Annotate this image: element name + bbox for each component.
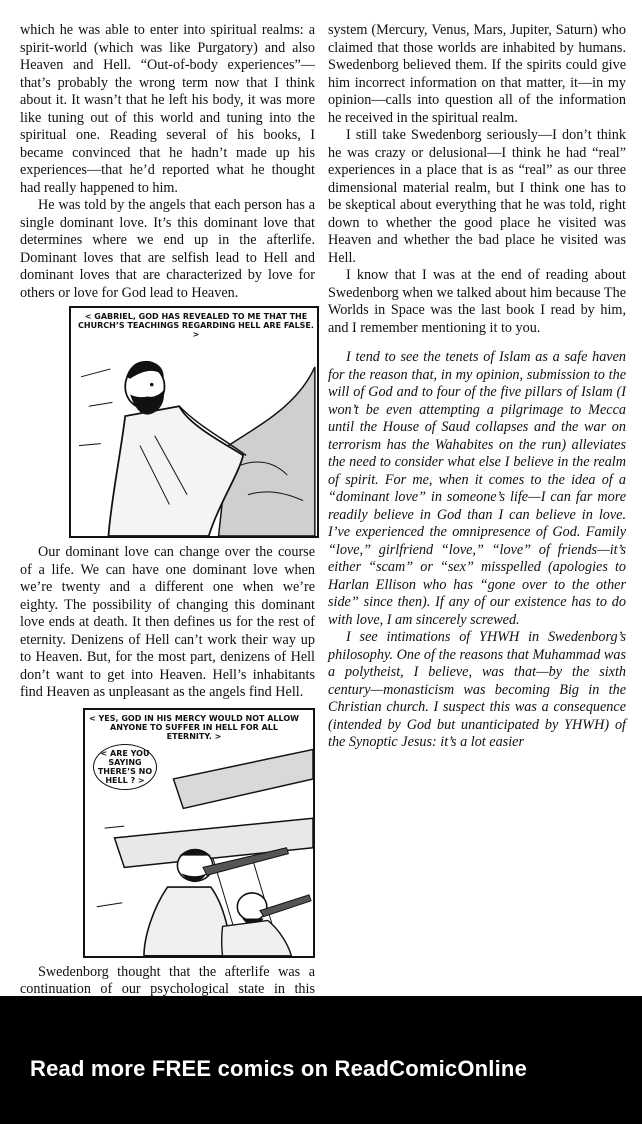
- speech-balloon-mercy: < YES, GOD IN HIS MERCY WOULD NOT ALLOW ANYONE TO SUFFER IN HELL FOR ALL ETERNITY. >: [89, 713, 299, 741]
- comic-panel-gabriel: [69, 306, 319, 538]
- right-paragraph-3: I know that I was at the end of reading about Swedenborg when we talked about him because The Worlds in Space was the last book I read by him, and I remember mentioning it to you.: [328, 267, 626, 336]
- panel-art-prophet: [71, 308, 317, 536]
- right-paragraph-1: system (Mercury, Venus, Mars, Jupiter, Saturn) who claimed that those worlds are inhabited by humans. Swedenborg believed them. If the spirits could give him incorrect information on that matter, it—in my opinion—calls into question all of the information he received in the spiritual realm.: [328, 22, 626, 126]
- left-text-column: [20, 22, 315, 996]
- footer-banner[interactable]: [0, 996, 642, 1124]
- speech-balloon-no-hell: < ARE YOU SAYING THERE’S NO HELL ? >: [93, 744, 157, 790]
- left-paragraph-2: [20, 197, 315, 302]
- right-paragraph-2: I still take Swedenborg seriously—I don’t think he was crazy or delusional—I think he had “real” experiences in a place that is as “real” as our three dimensional material realm, but I think one has to be skeptical about everything that he was told, right down to whether the good place he visited was Heaven and whether the bad place he visited was Hell.: [328, 127, 626, 266]
- speech-balloon-gabriel: < GABRIEL, GOD HAS REVEALED TO ME THAT THE CHURCH’S TEACHINGS REGARDING HELL ARE FALSE. >: [78, 312, 314, 339]
- right-paragraph-4: I tend to see the tenets of Islam as a safe haven for the reason that, in my opinion, submission to the will of God and to four of the five pillars of Islam (I won’t be even attempting a pilgrimage to Mecca until the House of Saud collapses and the war on terrorism has the Wahabites on the run) alleviates the need to consider what else I believe in the realm of spirit. For me, when it comes to the idea of a “dominant love” in someone’s life—I can far more readily believe in God than I can believe in love. I’ve experienced the omnipresence of God. Family “love,” girlfriend “love,” “love” of friends—it’s either “scam” or “sex” misspelled (apologies to Harlan Ellison who has “gone over to the other side” since then). If any of our existence has to do with love, I am sincerely screwed.: [328, 349, 626, 628]
- right-paragraph-5: I see intimations of YHWH in Swedenborg’s philosophy. One of the reasons that Muhammad was a polytheist, I believe, was that—by the sixth century—monasticism was becoming Big in the Christian church. I suspect this was a consequence (intended by God but unanticipated by YHWH) of the Synoptic Jesus: it’s a lot easier: [328, 629, 626, 750]
- left-paragraph-3: Our dominant love can change over the course of a life. We can have one dominant love when we’re twenty and a different one when we’re eighty. The possibility of changing this dominant love ends at death. It then defines us for the rest of eternity. Denizens of Hell can’t work their way up to Heaven. But, for the most part, denizens of Hell don’t want to get into Heaven. Hell’s inhabitants find Heaven as unpleasant as the angels find Hell.: [20, 544, 315, 700]
- left-paragraph-4: Swedenborg thought that the afterlife was a continuation of our psychological state in this: [20, 963, 315, 996]
- left-paragraph-2-text: He was told by the angels that each person has a single dominant love. It’s this dominant love that determines where we end up in the afterlife. Dominant loves that are selfish lead to Hell and dominant loves that are characterized by love for others or love for God lead to Heaven.: [20, 197, 315, 301]
- left-paragraph-1: which he was able to enter into spiritual realms: a spirit-world (which was like Purgatory) and also Heaven and Hell. “Out-of-body experiences”—that’s probably the wrong term now that I think about it. It wasn’t that he left his body, it was more like tuning out of this world and tuning into the spiritual one. Reading several of his books, I became convinced that he hadn’t made up his experiences—that he’d reported what he thought had really happened to him.: [20, 22, 315, 196]
- comic-panel-no-hell: [83, 708, 315, 958]
- right-text-column: [328, 22, 626, 752]
- footer-promo-text[interactable]: Read more FREE comics on ReadComicOnline: [30, 1056, 528, 1081]
